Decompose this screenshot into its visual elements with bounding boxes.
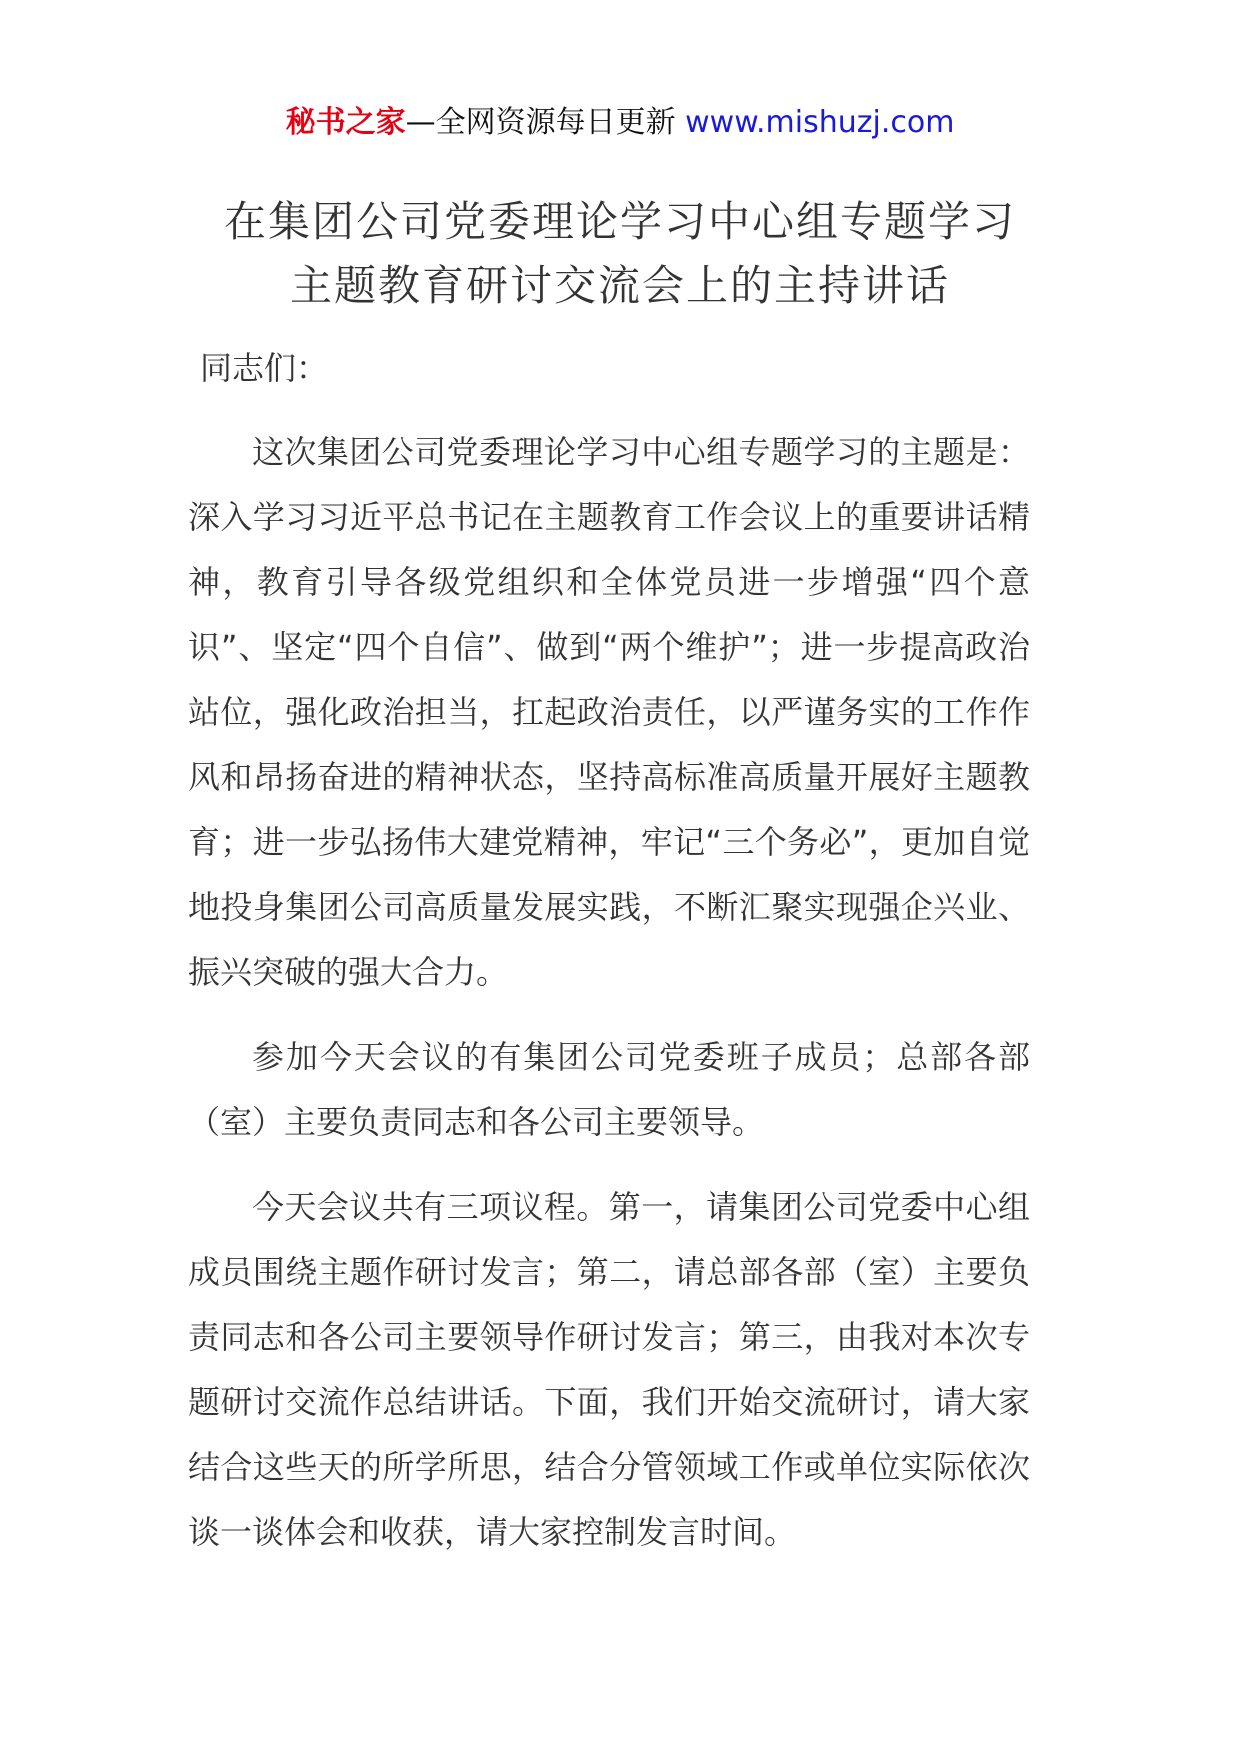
paragraph-agenda: 今天会议共有三项议程。第一，请集团公司党委中心组成员围绕主题作研讨发言；第二，请总部各部（室）主要负责同志和各公司主要领导作研讨发言；第三，由我对本次专题研讨交流作总结讲话。下面，我们开始交流研讨，请大家结合这些天的所学所思，结合分管领域工作或单位实际依次谈一谈体会和收获，请大家控制发言时间。 [188, 1188, 1030, 1551]
paragraph-attendees: 参加今天会议的有集团公司党委班子成员；总部各部（室）主要负责同志和各公司主要领导。 [188, 1038, 1030, 1141]
salutation: 同志们： [200, 349, 329, 387]
title-line-2: 主题教育研讨交流会上的主持讲话 [289, 261, 950, 310]
document-title [140, 190, 1100, 318]
site-tagline: —全网资源每日更新 [405, 105, 676, 140]
site-header [0, 100, 1240, 146]
site-url-link[interactable]: www.mishuzj.com [685, 105, 955, 140]
title-line-1: 在集团公司党委理论学习中心组专题学习 [223, 197, 1016, 246]
paragraph-theme: 这次集团公司党委理论学习中心组专题学习的主题是：深入学习习近平总书记在主题教育工作会议上的重要讲话精神，教育引导各级党组织和全体党员进一步增强“四个意识”、坚定“四个自信”、做到“两个维护”；进一步提高政治站位，强化政治担当，扛起政治责任，以严谨务实的工作作风和昂扬奋进的精神状态，坚持高标准高质量开展好主题教育；进一步弘扬伟大建党精神，牢记“三个务必”，更加自觉地投身集团公司高质量发展实践，不断汇聚实现强企兴业、振兴突破的强大合力。 [188, 433, 1030, 991]
document-body [188, 338, 1030, 1565]
site-brand: 秘书之家 [285, 105, 406, 140]
